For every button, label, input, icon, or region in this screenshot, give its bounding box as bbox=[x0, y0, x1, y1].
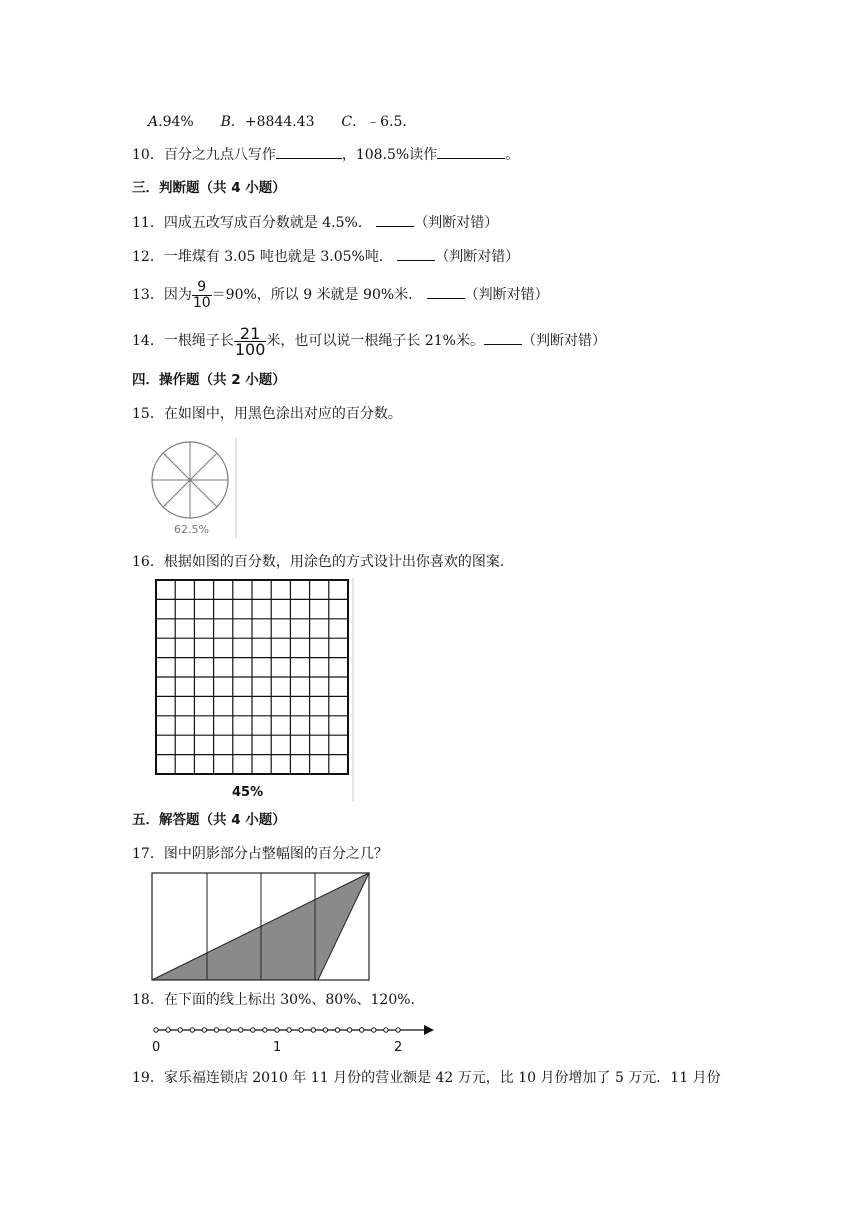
judge-hint: （判断对错） bbox=[464, 287, 549, 303]
answer-blank[interactable] bbox=[276, 144, 342, 159]
question-number: 16． bbox=[132, 554, 164, 570]
number-line-tick bbox=[202, 1028, 206, 1032]
judge-hint: （判断对错） bbox=[435, 249, 520, 265]
section-title: 四．操作题（共 2 小题） bbox=[132, 372, 286, 388]
number-line-tick bbox=[214, 1028, 218, 1032]
q9-option-a-value: 94% bbox=[162, 114, 194, 130]
number-line-tick bbox=[287, 1028, 291, 1032]
answer-blank[interactable] bbox=[427, 284, 465, 299]
question-11 bbox=[132, 212, 498, 233]
number-line-tick bbox=[360, 1028, 364, 1032]
number-line-tick bbox=[384, 1028, 388, 1032]
judge-hint: （判断对错） bbox=[521, 333, 606, 349]
hundred-grid-figure[interactable] bbox=[150, 578, 355, 802]
q9-option-b-label: B bbox=[220, 114, 231, 130]
question-text: 因为 bbox=[163, 287, 192, 303]
question-text: 根据如图的百分数，用涂色的方式设计出你喜欢的图案． bbox=[163, 554, 514, 570]
question-16 bbox=[132, 552, 514, 572]
question-text: ＝90%，所以 9 米就是 90%米． bbox=[211, 287, 423, 303]
question-text: ，108.5%读作 bbox=[341, 147, 438, 163]
question-text: 家乐福连锁店 2010 年 11 月份的营业额是 42 万元，比 10 月份增加了 5 万元．11 月份 bbox=[163, 1070, 721, 1086]
answer-blank[interactable] bbox=[437, 144, 505, 159]
question-text: 米，也可以说一根绳子长 21%米。 bbox=[266, 333, 484, 349]
number-line-tick bbox=[396, 1028, 400, 1032]
fraction-denominator: 10 bbox=[192, 294, 211, 311]
number-line-tick bbox=[190, 1028, 194, 1032]
fraction bbox=[234, 323, 267, 359]
number-line-tick bbox=[299, 1028, 303, 1032]
question-number: 17． bbox=[132, 846, 164, 862]
question-13 bbox=[132, 276, 549, 314]
number-line-tick bbox=[311, 1028, 315, 1032]
fraction bbox=[192, 280, 212, 311]
question-19 bbox=[132, 1068, 721, 1088]
figure-label: 45% bbox=[232, 785, 264, 800]
question-number: 18． bbox=[132, 992, 164, 1008]
question-text: 在下面的线上标出 30%、80%、120%． bbox=[163, 992, 425, 1008]
number-line-tick bbox=[275, 1028, 279, 1032]
question-text: 四成五改写成百分数就是 4.5%． bbox=[163, 215, 372, 231]
number-line-tick bbox=[263, 1028, 267, 1032]
question-text: 百分之九点八写作 bbox=[163, 147, 276, 163]
fraction-numerator: 21 bbox=[234, 326, 267, 342]
question-number: 14． bbox=[132, 333, 164, 349]
number-line-tick bbox=[178, 1028, 182, 1032]
tick-label: 1 bbox=[273, 1040, 282, 1055]
question-number: 15． bbox=[132, 406, 164, 422]
number-line-tick bbox=[166, 1028, 170, 1032]
q9-option-c-value: ．﹣6.5． bbox=[352, 114, 417, 130]
q9-option-b-value: ．+8844.43 bbox=[230, 114, 315, 130]
q9-option-a-label: A. bbox=[148, 114, 163, 130]
number-line-tick bbox=[239, 1028, 243, 1032]
question-text: 一根绳子长 bbox=[163, 333, 234, 349]
question-12 bbox=[132, 246, 519, 267]
answer-blank[interactable] bbox=[397, 246, 435, 261]
circle-figure[interactable] bbox=[140, 438, 240, 538]
section-title: 三．判断题（共 4 小题） bbox=[132, 180, 286, 196]
fraction-denominator: 100 bbox=[234, 339, 266, 359]
number-line-tick bbox=[251, 1028, 255, 1032]
tick-label: 0 bbox=[152, 1040, 161, 1055]
question-14 bbox=[132, 322, 606, 360]
figure-label: 62.5% bbox=[174, 523, 209, 536]
question-number: 11． bbox=[132, 215, 164, 231]
number-line-tick bbox=[226, 1028, 230, 1032]
question-number: 12． bbox=[132, 249, 164, 265]
question-18 bbox=[132, 990, 425, 1010]
number-line-tick bbox=[154, 1028, 158, 1032]
question-15 bbox=[132, 404, 402, 424]
fraction-numerator: 9 bbox=[192, 280, 212, 296]
answer-blank[interactable] bbox=[376, 212, 414, 227]
question-10 bbox=[132, 144, 519, 165]
number-line-figure[interactable] bbox=[146, 1018, 436, 1058]
number-line-tick bbox=[323, 1028, 327, 1032]
section-title: 五．解答题（共 4 小题） bbox=[132, 812, 286, 828]
shaded-rectangle-figure bbox=[150, 870, 372, 984]
q9-options bbox=[148, 112, 416, 132]
question-number: 19． bbox=[132, 1070, 164, 1086]
tick-label: 2 bbox=[394, 1040, 403, 1055]
judge-hint: （判断对错） bbox=[414, 215, 499, 231]
question-number: 10． bbox=[132, 147, 164, 163]
question-text: 在如图中，用黑色涂出对应的百分数。 bbox=[163, 406, 402, 422]
number-line-tick bbox=[347, 1028, 351, 1032]
question-text: 一堆煤有 3.05 吨也就是 3.05%吨． bbox=[163, 249, 393, 265]
question-number: 13． bbox=[132, 287, 164, 303]
number-line-tick bbox=[335, 1028, 339, 1032]
answer-blank[interactable] bbox=[484, 330, 522, 345]
question-17 bbox=[132, 844, 388, 864]
q9-option-c-label: C bbox=[341, 114, 353, 130]
question-text: 图中阴影部分占整幅图的百分之几？ bbox=[163, 846, 388, 862]
number-line-tick bbox=[372, 1028, 376, 1032]
question-text: 。 bbox=[505, 147, 520, 163]
